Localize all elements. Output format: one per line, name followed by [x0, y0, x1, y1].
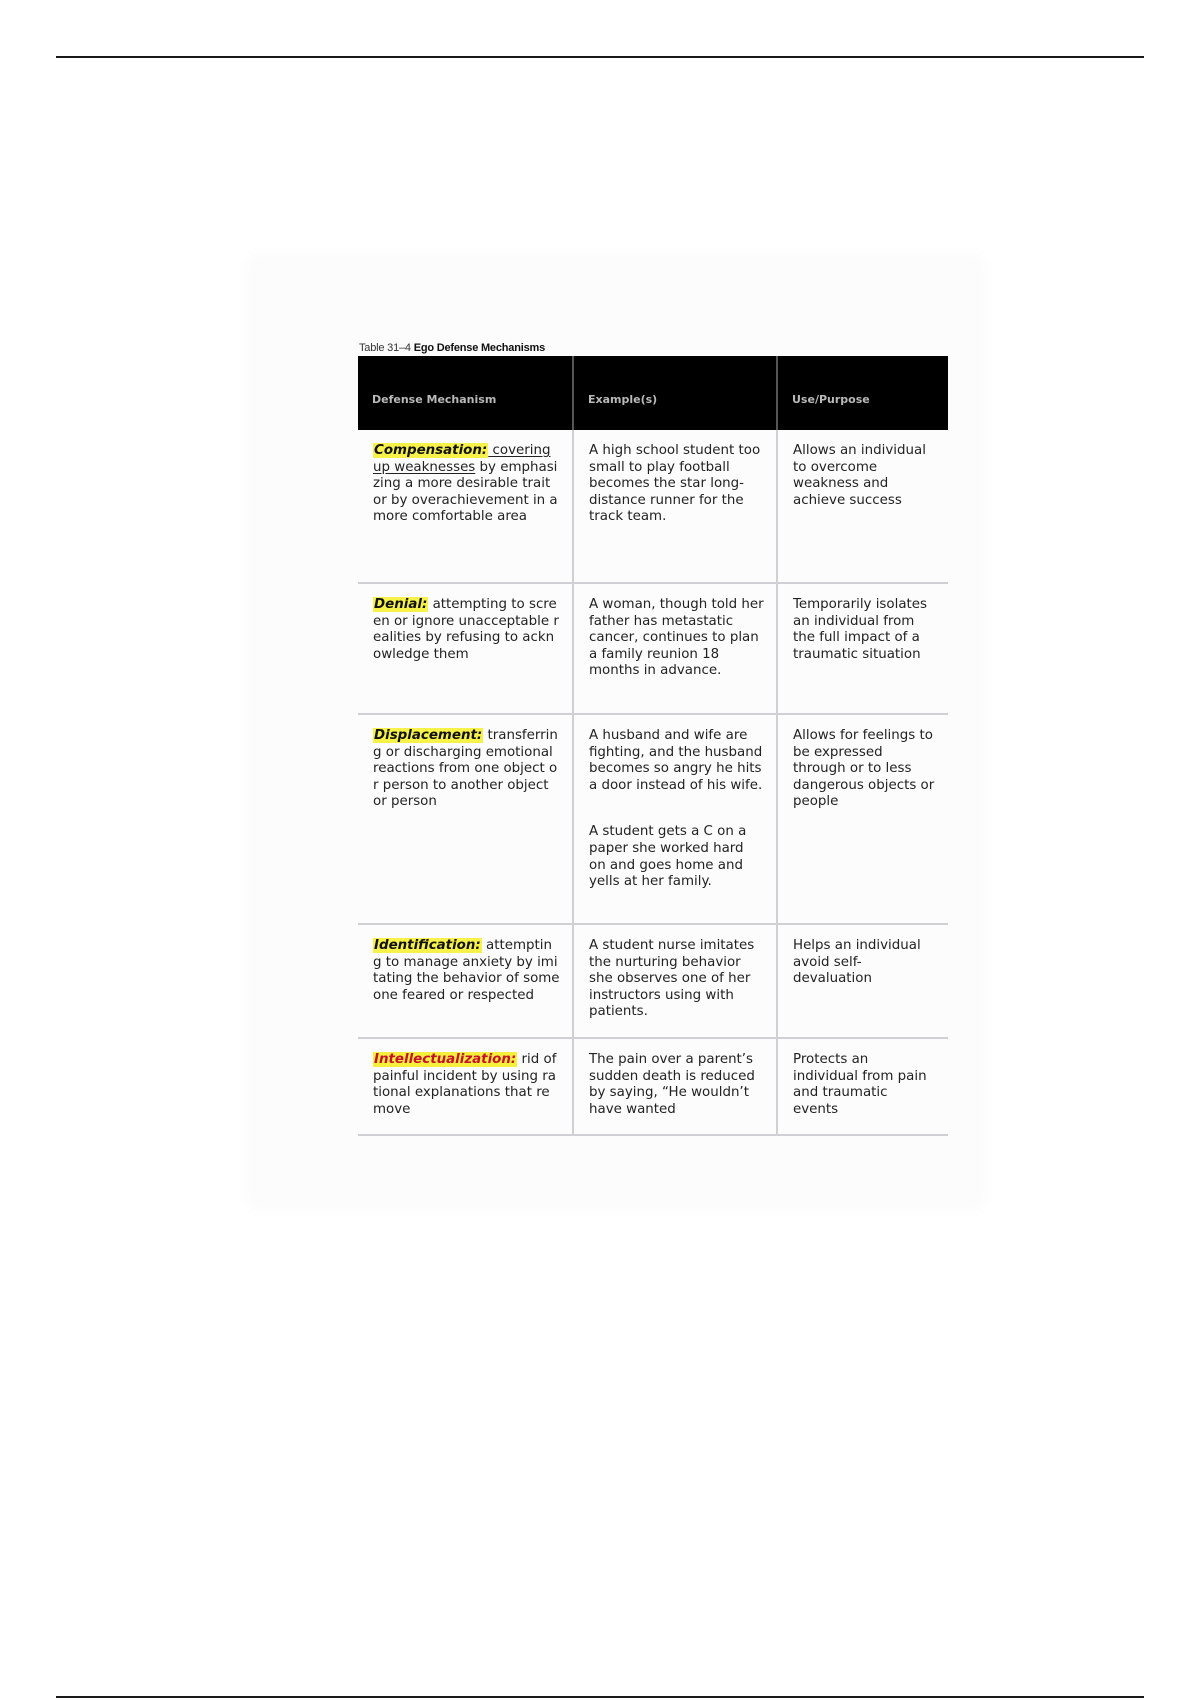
caption-title: Ego Defense Mechanisms [413, 342, 545, 354]
mechanism-definition: transferring or discharging emotional reactions from one object or person to another object or person [373, 728, 558, 810]
mechanism-cell [358, 430, 573, 583]
header-defense-mechanism: Defense Mechanism [358, 356, 573, 430]
example-cell [573, 924, 777, 1038]
example-text: A woman, though told her father has metastatic cancer, continues to plan a family reunion 18 months in advance. [589, 597, 764, 679]
page-bottom-rule [56, 1696, 1144, 1698]
table-row [358, 430, 948, 583]
mechanism-term: Compensation: [374, 443, 488, 458]
purpose-text: Allows for feelings to be expressed through or to less dangerous objects or people [793, 728, 935, 810]
mechanism-definition: attempting to screen or ignore unacceptable realities by refusing to acknowledge them [373, 597, 559, 662]
purpose-text: Helps an individual avoid self-devaluation [793, 938, 921, 987]
purpose-text: Temporarily isolates an individual from the full impact of a traumatic situation [793, 597, 927, 662]
table-row [358, 583, 948, 714]
table-row [358, 1038, 948, 1135]
example-text: A student nurse imitates the nurturing behavior she observes one of her instructors using with patients. [589, 938, 755, 1020]
mechanism-term: Displacement: [374, 728, 483, 743]
mechanism-cell [358, 1038, 573, 1135]
mechanism-term: Denial: [374, 597, 428, 612]
mechanism-term: Intellectualization: [374, 1051, 517, 1067]
purpose-cell [777, 714, 948, 924]
example-cell [573, 1038, 777, 1135]
table-caption [359, 342, 545, 354]
mechanism-definition: by emphasizing a more desirable trait or by overachievement in a more comfortable area [373, 459, 558, 525]
mechanism-definition: rid of painful incident by using rational explanations that remove [373, 1051, 557, 1117]
table-row [358, 714, 948, 924]
example-text: A husband and wife are fighting, and the husband becomes so angry he hits a door instead of his wife. [589, 728, 763, 793]
example-cell [573, 583, 777, 714]
purpose-cell [777, 924, 948, 1038]
example-text: A high school student too small to play football becomes the star long-distance runner for the track team. [589, 443, 761, 525]
header-examples: Example(s) [573, 356, 777, 430]
defense-mechanisms-table [358, 356, 948, 1136]
example-cell [573, 714, 777, 924]
purpose-cell [777, 583, 948, 714]
caption-number: Table 31–4 [359, 342, 411, 354]
table-row [358, 924, 948, 1038]
mechanism-cell [358, 714, 573, 924]
purpose-cell [777, 430, 948, 583]
mechanism-definition-underlined: covering up weaknesses [373, 443, 551, 475]
mechanism-term: Identification: [374, 938, 481, 953]
mechanism-cell [358, 583, 573, 714]
example-text-second: A student gets a C on a paper she worked hard on and goes home and yells at her family. [589, 824, 747, 890]
page-top-rule [56, 56, 1144, 58]
table-header-row [358, 356, 948, 430]
purpose-text: Protects an individual from pain and traumatic events [793, 1051, 927, 1117]
example-text: The pain over a parent’s sudden death is reduced by saying, “He wouldn’t have wanted [589, 1051, 755, 1117]
example-cell [573, 430, 777, 583]
purpose-text: Allows an individual to overcome weakness and achieve success [793, 443, 926, 508]
mechanism-definition: attempting to manage anxiety by imitating the behavior of someone feared or respected [373, 938, 560, 1003]
purpose-cell [777, 1038, 948, 1135]
header-use-purpose: Use/Purpose [777, 356, 948, 430]
mechanism-cell [358, 924, 573, 1038]
